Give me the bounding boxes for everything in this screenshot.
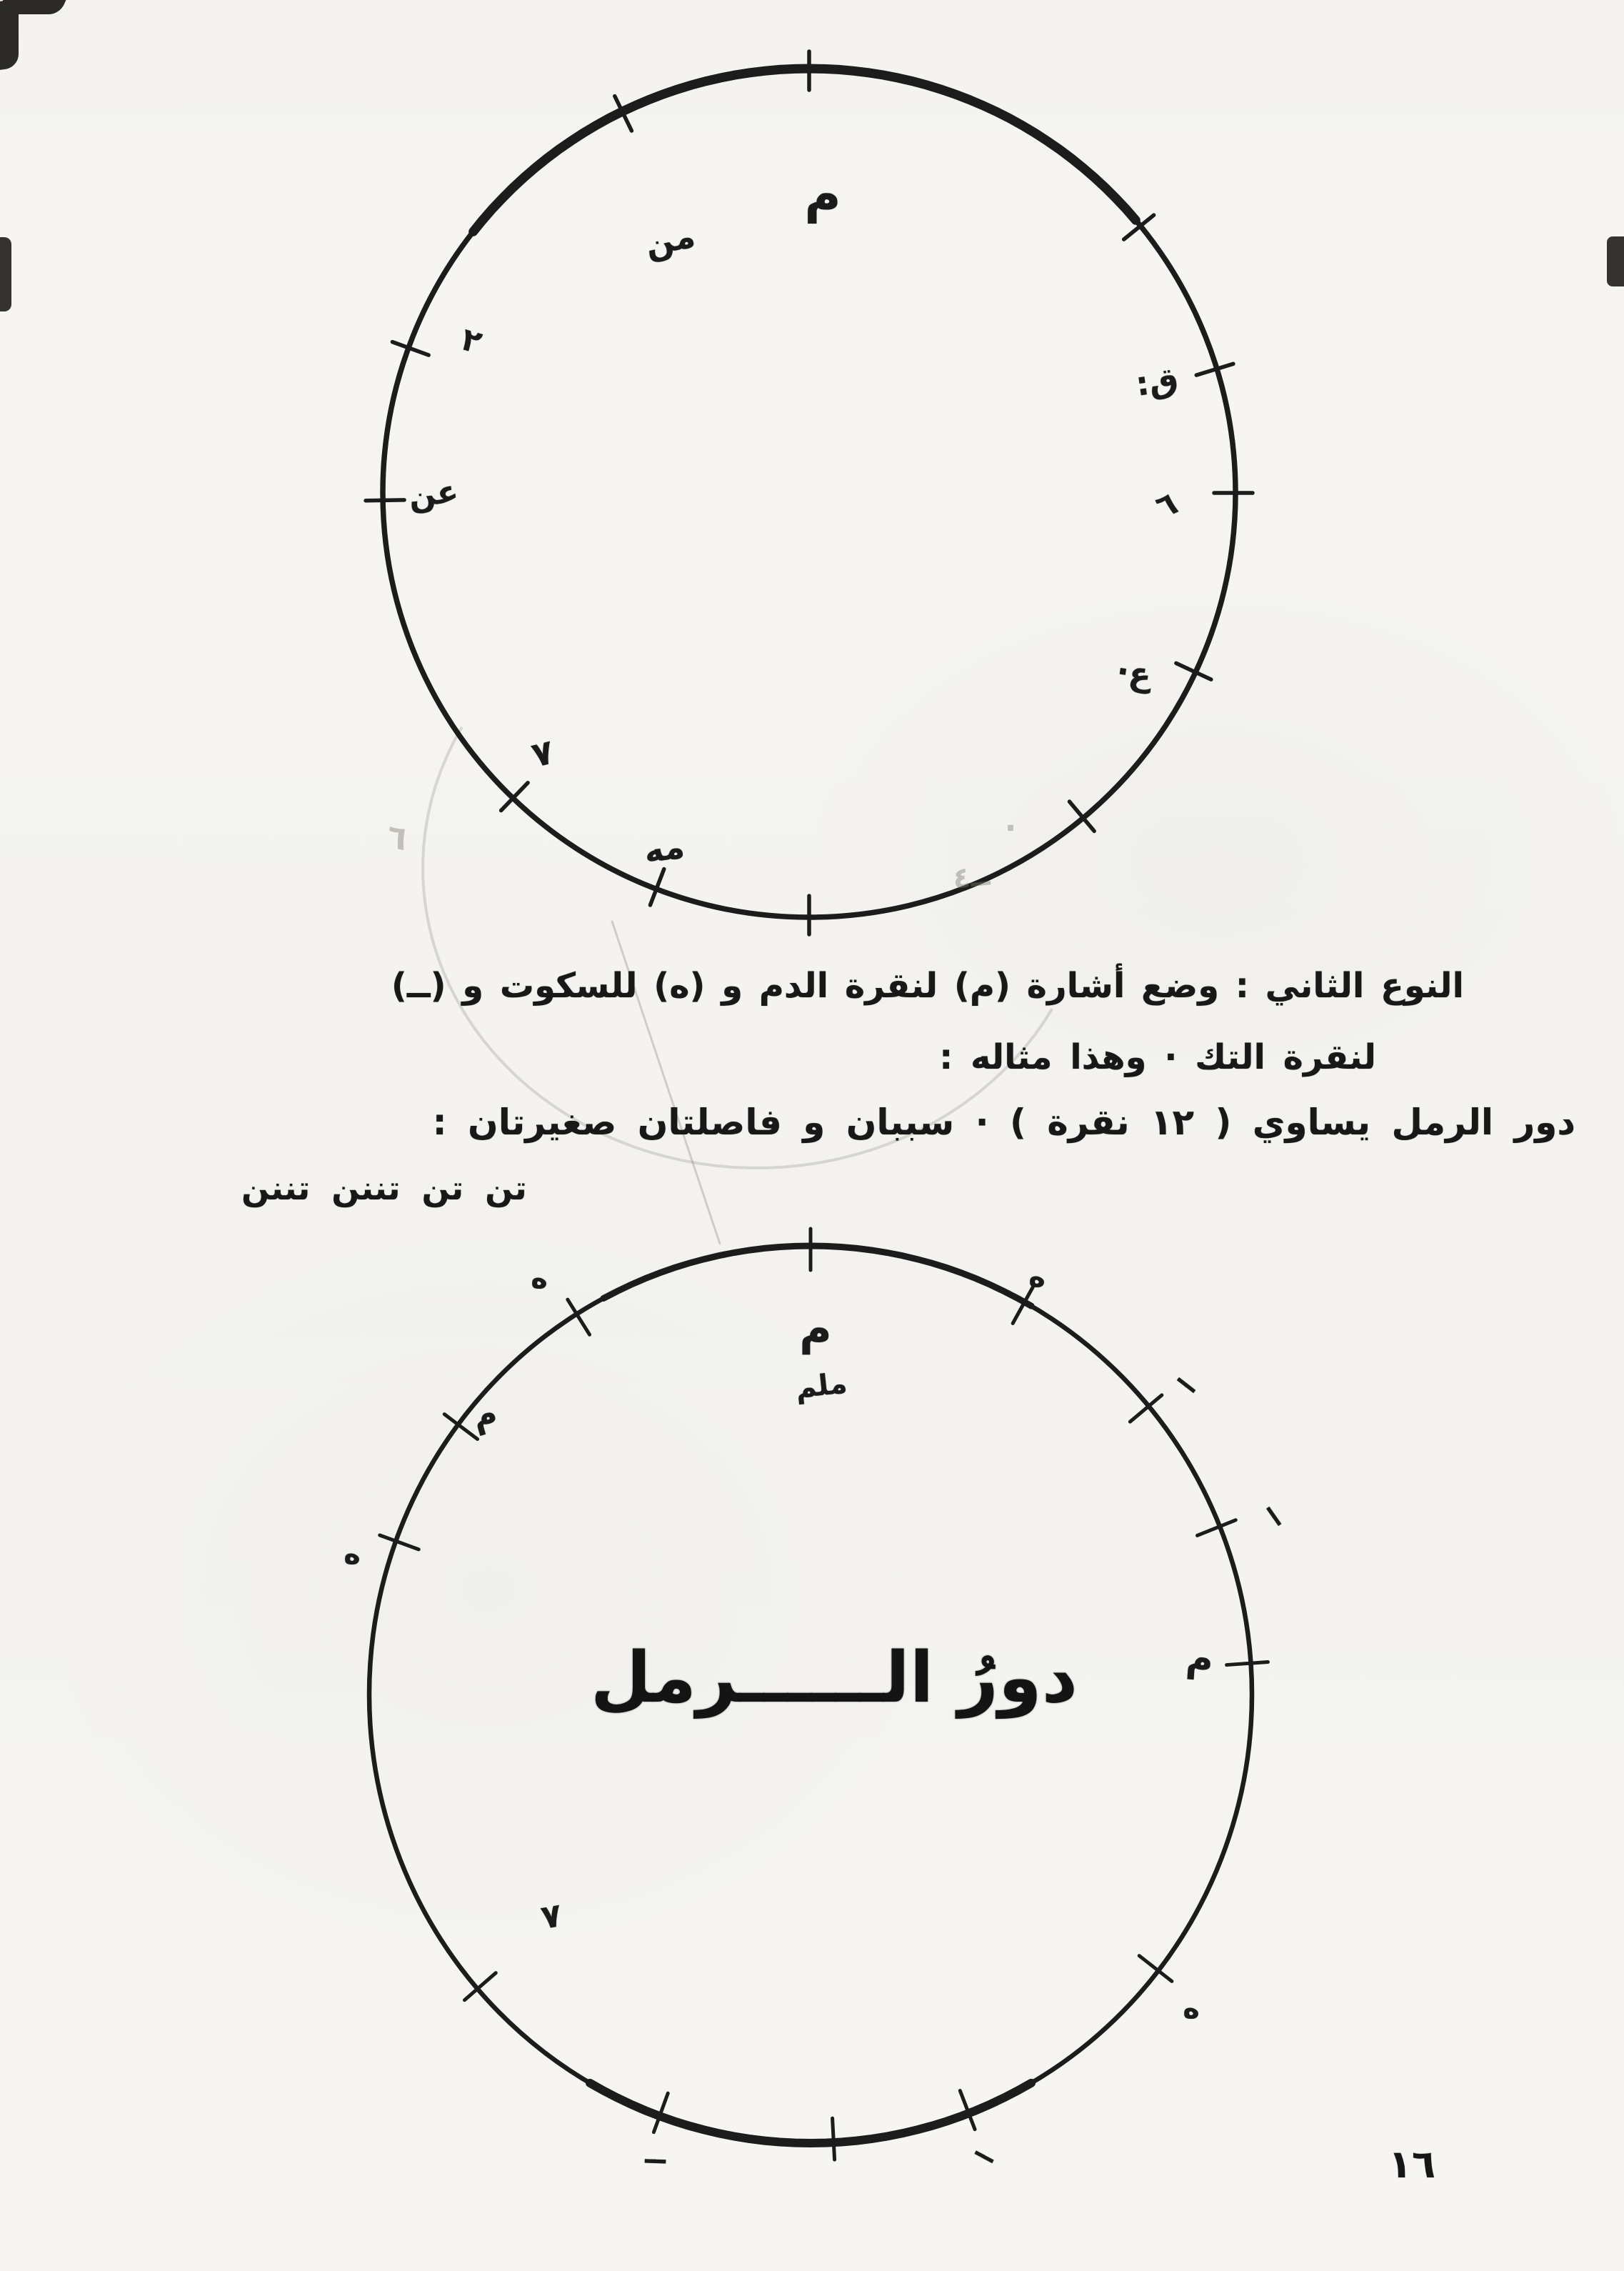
page-number: ١٦ — [1388, 2142, 1435, 2187]
scan-smudge-top-left-2 — [0, 0, 66, 14]
text-line-3: دور الرمل يساوي ( ١٢ نقرة ) · سببان و فاصلتان صغيرتان : — [432, 1102, 1575, 1143]
rhythm-annotation-glyph-bottom: ــ — [1260, 1492, 1301, 1530]
circle-title-dawr-al-ramal: دورُ الــــــرمل — [590, 1637, 1078, 1719]
rhythm-annotation-glyph-top: مه — [641, 827, 687, 871]
rhythm-annotation-glyph-bottom: م — [1184, 1636, 1216, 1682]
tick-mark-bottom — [833, 2118, 835, 2160]
rhythm-annotation-glyph-bottom: ٧ — [538, 1895, 565, 1937]
rhythm-annotation-glyph-top: ٦ — [1151, 484, 1183, 526]
text-line-1: النوع الثاني : وضع أشارة (م) لنقرة الدم و (ه) للسكوت و (ــ) — [391, 966, 1464, 1006]
rhythm-annotation-glyph-bottom: م — [799, 1302, 832, 1354]
rhythm-annotation-glyph-top: ٧ — [528, 732, 558, 776]
bleedthrough-ghost-mark: · — [1004, 810, 1017, 847]
rhythm-annotation-glyph-top: ع· — [1114, 651, 1154, 695]
rhythm-annotation-glyph-top: من — [641, 216, 698, 264]
rhythm-annotation-glyph-bottom: ه — [344, 1538, 361, 1571]
circle-thick-arc-bottom-1 — [603, 1246, 1031, 1306]
circle-thick-arc-bottom-0 — [590, 2083, 1031, 2143]
rhythm-annotation-glyph-bottom: ــ — [1172, 1358, 1211, 1399]
rhythm-annotation-glyph-top: عن — [406, 473, 461, 515]
rhythm-annotation-glyph-bottom: ــ — [644, 2135, 667, 2171]
rhythm-annotation-glyph-bottom: م — [467, 1392, 501, 1437]
bleedthrough-ghost-mark: ٦ — [384, 816, 411, 859]
rhythm-annotation-glyph-top: م — [804, 165, 841, 224]
tick-mark-top — [366, 500, 404, 501]
rhythm-annotation-glyph-top: ٢ — [457, 321, 486, 361]
text-line-4: تن تن تننن تننن — [241, 1169, 527, 1207]
rhythm-annotation-glyph-bottom: ملم — [793, 1367, 849, 1405]
scan-smudge-right-edge — [1607, 236, 1624, 286]
bleedthrough-ghost-mark: ــ٤ — [951, 859, 992, 896]
rhythm-annotation-glyph-bottom: ه — [1183, 1992, 1200, 2025]
rhythm-annotation-glyph-top: ق: — [1133, 359, 1181, 404]
scan-smudge-left-edge — [0, 237, 11, 311]
text-line-2: لنقرة التك · وهذا مثاله : — [939, 1037, 1376, 1077]
rhythm-annotation-glyph-bottom: ه — [1028, 1261, 1046, 1294]
rhythm-annotation-glyph-bottom: ه — [531, 1262, 548, 1295]
rhythm-annotation-glyph-bottom: ــ — [971, 2131, 1004, 2170]
tick-mark-bottom — [1227, 1662, 1268, 1665]
